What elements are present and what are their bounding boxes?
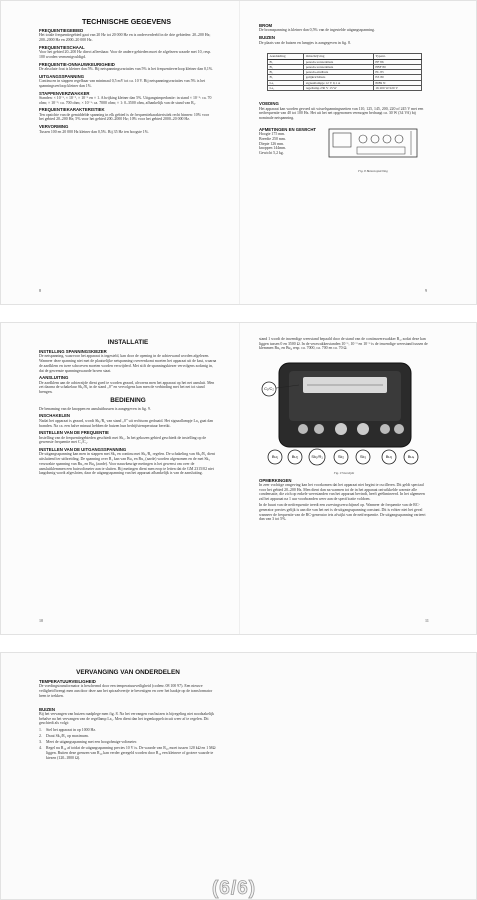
table-header: Typenr.	[373, 54, 421, 59]
callout-label: Sk₂	[337, 454, 345, 460]
callout-label: Bu₃	[385, 454, 393, 460]
front-panel-drawing-icon	[259, 357, 429, 469]
section-heading: BROM	[259, 23, 273, 28]
table-cell: gelijkrichtbuis	[304, 75, 374, 80]
section-text: Nadat het apparaat is geaard, wordt Sk₁/R₁ van stand „0” uit rechtsom gedraaid. Het signaallampje La₁ gaat dan branden. Na ca. een halve minuut hebben de buizen hun bedrijfstemperatuur bereikt.	[39, 418, 214, 428]
section-text: De netspanning, waarvoor het apparaat is ingesteld, kan door de opening in de achterwand worden afgelezen. Wanneer deze spanning niet met de plaatselijke netspanning overeenkomt moeten het apparaat uit de kast, waarna de aardklem en twee schroeven moeten worden verwijderd. Met stift de spanningskiezer vervolgens zodanig in, dat de gewenste spanningswaarde boven staat.	[39, 354, 217, 373]
section-heading: BUIZEN	[39, 706, 55, 712]
section-frequentiegebied	[39, 28, 214, 43]
page-title: TECHNISCHE GEGEVENS	[81, 17, 172, 26]
table-row	[268, 86, 422, 91]
table-cell: 8089 N	[373, 80, 421, 85]
callout-label: Bu₂	[291, 454, 299, 460]
table-cell: penoda-eindbuis	[304, 70, 374, 75]
callout-label: C₁/C₂	[264, 386, 274, 392]
section-text: De bromspanning is kleiner dan 0,5% van de ingestelde uitgangsspanning.	[259, 28, 375, 33]
page-number: 10	[39, 618, 43, 623]
section-text: Het apparaat kan worden gevoed uit wisselspanningsnetten van 110, 125, 145, 200, 220 of 245 V met een netfrequentie van 40 tot 100 Hz. Het uit het net opgenomen vermogen bedraagt ca. 30 W (34 VA) bij nominale netspanning.	[259, 106, 424, 121]
section-heading: STAPPENVERZWAKKER	[39, 90, 90, 96]
dimension-line: Diepte 126 mm.	[259, 141, 285, 146]
step-text: Regel nu R₁₀ af totdat de uitgangsspanning precies 10 V is. De waarde van R₁₀ moet tussen 120 kΩ en 1 MΩ liggen. Buiten deze grenzen van R₁₀ kan verder geregeld worden door R₁₀ een kleinere of grotere waarde te kiezen (120–1800 Ω).	[46, 746, 216, 760]
section-heading: FREQUENTIEGEBIED	[39, 28, 84, 33]
list-item: 1. Stel het apparaat in op 1000 Hz.	[39, 727, 97, 732]
table-cell: penoda-versterkbuis	[304, 64, 374, 69]
tube-table	[267, 53, 422, 91]
dimension-line: Breedte 250 mm.	[259, 136, 286, 141]
figure-caption: Fig. 8 Buizenopstelling	[358, 168, 388, 173]
spread-pages-10-11	[0, 322, 477, 635]
figure-caption: Fig. 9 Voorzijde	[333, 470, 355, 475]
section-heading: INSTELLEN VAN DE UITGANGSSPANNING	[39, 447, 127, 453]
page-number: 8	[39, 288, 41, 293]
table-cell: regellamp 230 V 15 W	[304, 86, 374, 91]
table-cell: B₂	[268, 64, 304, 69]
section-text: De absolute fout is kleiner dan 5%. Bij netspanningsvariaties van 5% is het frequentieverloop kleiner dan 0,1%.	[39, 67, 214, 72]
table-cell: La₁	[268, 80, 304, 85]
dimensions-list	[259, 125, 319, 173]
section-text: De voedingstransformator is beschermd door een temperatuurveiligheid (codenr. 08 100 97). Een nieuwe veiligheid brengt men aan door deze aan het spiraalveertje te bevestigen en over het haakje op de transformator heen te trekken.	[39, 684, 213, 698]
section-text: Tussen 100 en 20 000 Hz kleiner dan 0,5%. Bij 35 Hz ten hoogste 1%.	[39, 129, 149, 134]
table-cell: EBF 80	[373, 64, 421, 69]
section-heading: FREQUENTIE-ONNAUWKEURIGHEID	[39, 61, 115, 67]
list-item: 4. Regel nu R₁₀ af totdat de uitgangsspanning precies 10 V is. De waarde van R₁₀ moet tussen 120 kΩ en 1 MΩ liggen. Buiten deze grenzen van R₁₀ kan verder geregeld worden door R₁₀ een kleinere of grotere waarde te kiezen (120–1800 Ω).	[39, 746, 216, 760]
callout-label: Bu₄	[407, 454, 415, 460]
section-heading: OPMERKINGEN	[259, 477, 292, 483]
table-cell: 16 200 W/220 V	[373, 86, 421, 91]
section-text: In de buurt van de netfrequentie treedt een zwevingsverschijnsel op. Wanneer de frequentie van de RC-generator precies gelijk is aan die van het net is de uitgangsspanning constant. Dit is echter niet het geval wanneer de frequentie van de RC-generator iets afwijkt van de netfrequentie. De uitgangsspanning varieert dan van 3 tot 5%.	[259, 503, 426, 522]
dimension-line: Hoogte 175 mm.	[259, 132, 286, 137]
page-10	[39, 337, 217, 478]
dimension-line: Gewicht 5,2 kg.	[259, 151, 284, 156]
section-text: Voor het gebied 20–200 Hz direct afleesbaar. Voor de andere gebieden moet de afgelezen waarde met 10, resp. 100 worden vermenigvuldigd.	[39, 50, 211, 59]
callout-label: Bu₁	[271, 454, 279, 460]
table-cell: signaallampje 12 V 0,1 A	[304, 80, 374, 85]
section-onnauwkeurigheid	[39, 62, 214, 72]
spread-pages-8-9	[0, 0, 477, 305]
page-12	[39, 667, 217, 762]
table-cell: La₂	[268, 86, 304, 91]
image-counter: (6/6)	[211, 878, 257, 899]
section-heading: VERVORMING	[39, 124, 69, 130]
page-fold	[239, 1, 240, 305]
list-item: 2. Draai Sk₁/R₁ op maximum.	[39, 733, 89, 738]
page-number: 11	[425, 618, 429, 623]
section-text: Het totale frequentiegebied gaat van 20 Hz tot 20 000 Hz en is onderverdeeld in de drie gebieden: 20–200 Hz; 200–2000 Hz en 2000–20 000 Hz.	[39, 33, 211, 43]
page-title: VERVANGING VAN ONDERDELEN	[76, 669, 180, 676]
section-heading: AFMETINGEN EN GEWICHT	[259, 126, 317, 132]
section-text: In zeer vochtige omgeving kan het voorkomen dat het apparaat niet begint te oscilleren. Dit geldt speciaal voor het gebied 20–200 Hz. Men dient dan na warmen tot de in het apparaat ontwikkelde warmte alle condensatie, die zich op enkele weerstanden van het apparaat bevindt, heeft geëlimineerd. In het algemeen zal het apparaat na 1 uur voorbranden weer aan de specificatie voldoen.	[259, 482, 425, 502]
section-uitgangsspanning	[39, 74, 214, 89]
section-text: stand 1 wordt de inwendige weerstand bepaald door de stand van de continuverzwakker R₁, zodat deze kan liggen tussen 0 en 3500 Ω. In de verzwakkerstanden 10⁻¹, 10⁻² en 10⁻³ is de inwendige weerstand tussen de klemmen Bu₃ en Bu₄ resp. ca. 7000, ca. 700 en ca. 70 Ω.	[259, 337, 428, 351]
section-text: Bij het vervangen van buizen raadplege men fig. 8. Na het vervangen van buizen is bijregeling niet noodzakelijk behalve na het vervangen van de regellamp La₂. Men dient dan het tegenkoppelcircuit weer af te regelen. Dit geschiedt als volgt:	[39, 711, 215, 726]
table-cell: B₁	[268, 59, 304, 64]
page-vervanging	[0, 652, 477, 900]
section-text: De plaats van de buizen en lampjes is aangegeven in fig. 8.	[259, 40, 351, 45]
table-cell: EL 83	[373, 70, 421, 75]
section-text: Instelling van de frequentiegebieden geschiedt met Sk₂. In het gekozen gebied geschiedt de instelling op de gewenste frequentie met C₁/C₂.	[39, 435, 207, 445]
table-cell: penoda-versterkbuis	[304, 59, 374, 64]
section-heading: INSTELLEN VAN DE FREQUENTIE	[39, 430, 109, 436]
step-text: Meet de uitgangsspanning met een hoogohmige voltmeter.	[46, 740, 138, 745]
section-text: De uitgangsspanning kan men in stappen met Sk₃ en continu met Sk₁/R₁ regelen. De schakeling van Sk₁/R₁ dient uitsluitend ter uitbreiding. De spanning over R₁ kan van Bu₁ en Bu₂ (aarde) worden afgenomen en de met Sk₃ verzwakte spanning van Bu₃ en Bu₄ (aarde). Voor nauwkeurige metingen is het gewenst om over de aansluitklemmen een buisvoltmeter aan te sluiten. Bij metingen dient men erop te letten dat de GM 2315/02 niet laagohmig wordt afgesloten, daar de uitgangsspanning van het apparaat afhankelijk is van de aansluiting.	[39, 452, 215, 476]
table-cell: EF 86	[373, 59, 421, 64]
section-text: Continu en in stappen regelbaar van minimaal 0,5 mV tot ca. 10 V. Bij netspanningsvariaties van 5% is het spanningsverloop kleiner dan 1%.	[39, 79, 206, 88]
section-text: De aardklem aan de achterzijde dient goed te worden geaard, alvorens men het apparaat op het net aansluit. Men zet daarna de schakelaar Sk₁/R₁ in de stand „0” en vervolgens kan men de verbinding met het net tot stand brengen.	[39, 380, 215, 395]
section-text: Ten opzichte van de gemiddelde spanning in elk gebied is de frequentiekarakteristiek recht binnen: 10% voor het gebied 20–200 Hz; 5% voor het gebied 200–2000 Hz; 10% voor het gebied 2000–20 000 Hz.	[39, 112, 210, 122]
section-heading: INSTELLING SPANNINGSKIEZER	[39, 349, 107, 354]
step-text: Draai Sk₁/R₁ op maximum.	[46, 733, 89, 738]
callout-label: Sk₁/R₁	[311, 454, 323, 460]
dimension-line: knoppen 144mm.	[259, 146, 287, 151]
section-text: De benaming van de knoppen en aansluitbussen is aangegeven in fig. 9.	[39, 406, 151, 411]
section-vervorming	[39, 124, 214, 134]
dimensions-block	[259, 125, 429, 173]
page-title: INSTALLATIE	[107, 339, 149, 346]
procedure-steps	[39, 728, 217, 761]
page-fold	[239, 323, 240, 635]
section-heading: FREQUENTIESCHAAL	[39, 44, 85, 50]
table-cell: EZ 80	[373, 75, 421, 80]
page-9	[259, 21, 429, 173]
section-heading: BUIZEN	[259, 35, 275, 41]
front-panel-figure	[259, 357, 429, 475]
section-frequentiekarakteristiek	[39, 107, 214, 122]
section-heading: FREQUENTIEKARAKTERISTIEK	[39, 107, 105, 113]
sheet-gap	[0, 635, 477, 652]
section-heading: INSCHAKELEN	[39, 413, 71, 419]
section-title: BEDIENING	[110, 396, 146, 404]
section-heading: VOEDING	[259, 101, 279, 107]
table-cell: B₃	[268, 70, 304, 75]
callout-label: Sk₃	[359, 454, 367, 460]
page-number: 9	[425, 288, 427, 293]
section-heading: AANSLUITING	[39, 375, 69, 381]
list-item: 3. Meet de uitgangsspanning met een hoogohmige voltmeter.	[39, 740, 138, 745]
step-text: Stel het apparaat in op 1000 Hz.	[46, 727, 97, 732]
section-heading: TEMPERATUURVEILIGHEID	[39, 679, 96, 684]
section-stappenverzwakker	[39, 91, 214, 106]
page-11	[259, 337, 429, 524]
sheet-gap	[0, 305, 477, 322]
section-heading: UITGANGSSPANNING	[39, 73, 85, 79]
table-header: Aanduiding	[268, 54, 304, 59]
table-cell: B₄	[268, 75, 304, 80]
chassis-drawing-icon	[323, 125, 423, 167]
tube-layout-figure	[323, 125, 423, 173]
page-8	[39, 18, 214, 136]
section-text: Standen: × 10⁻³, × 10⁻², × 10⁻¹ en × 1. Afwijking kleiner dan 5%. Uitgangsimpedantie: in stand × 10⁻³: ca. 70 ohm; × 10⁻²: ca. 700 ohm; × 10⁻¹: ca. 7000 ohm; × 1: 0–3500 ohm, afhankelijk van de stand van R₃.	[39, 95, 212, 105]
section-frequentieschaal	[39, 45, 214, 60]
table-header: Omschrijving	[304, 54, 374, 59]
